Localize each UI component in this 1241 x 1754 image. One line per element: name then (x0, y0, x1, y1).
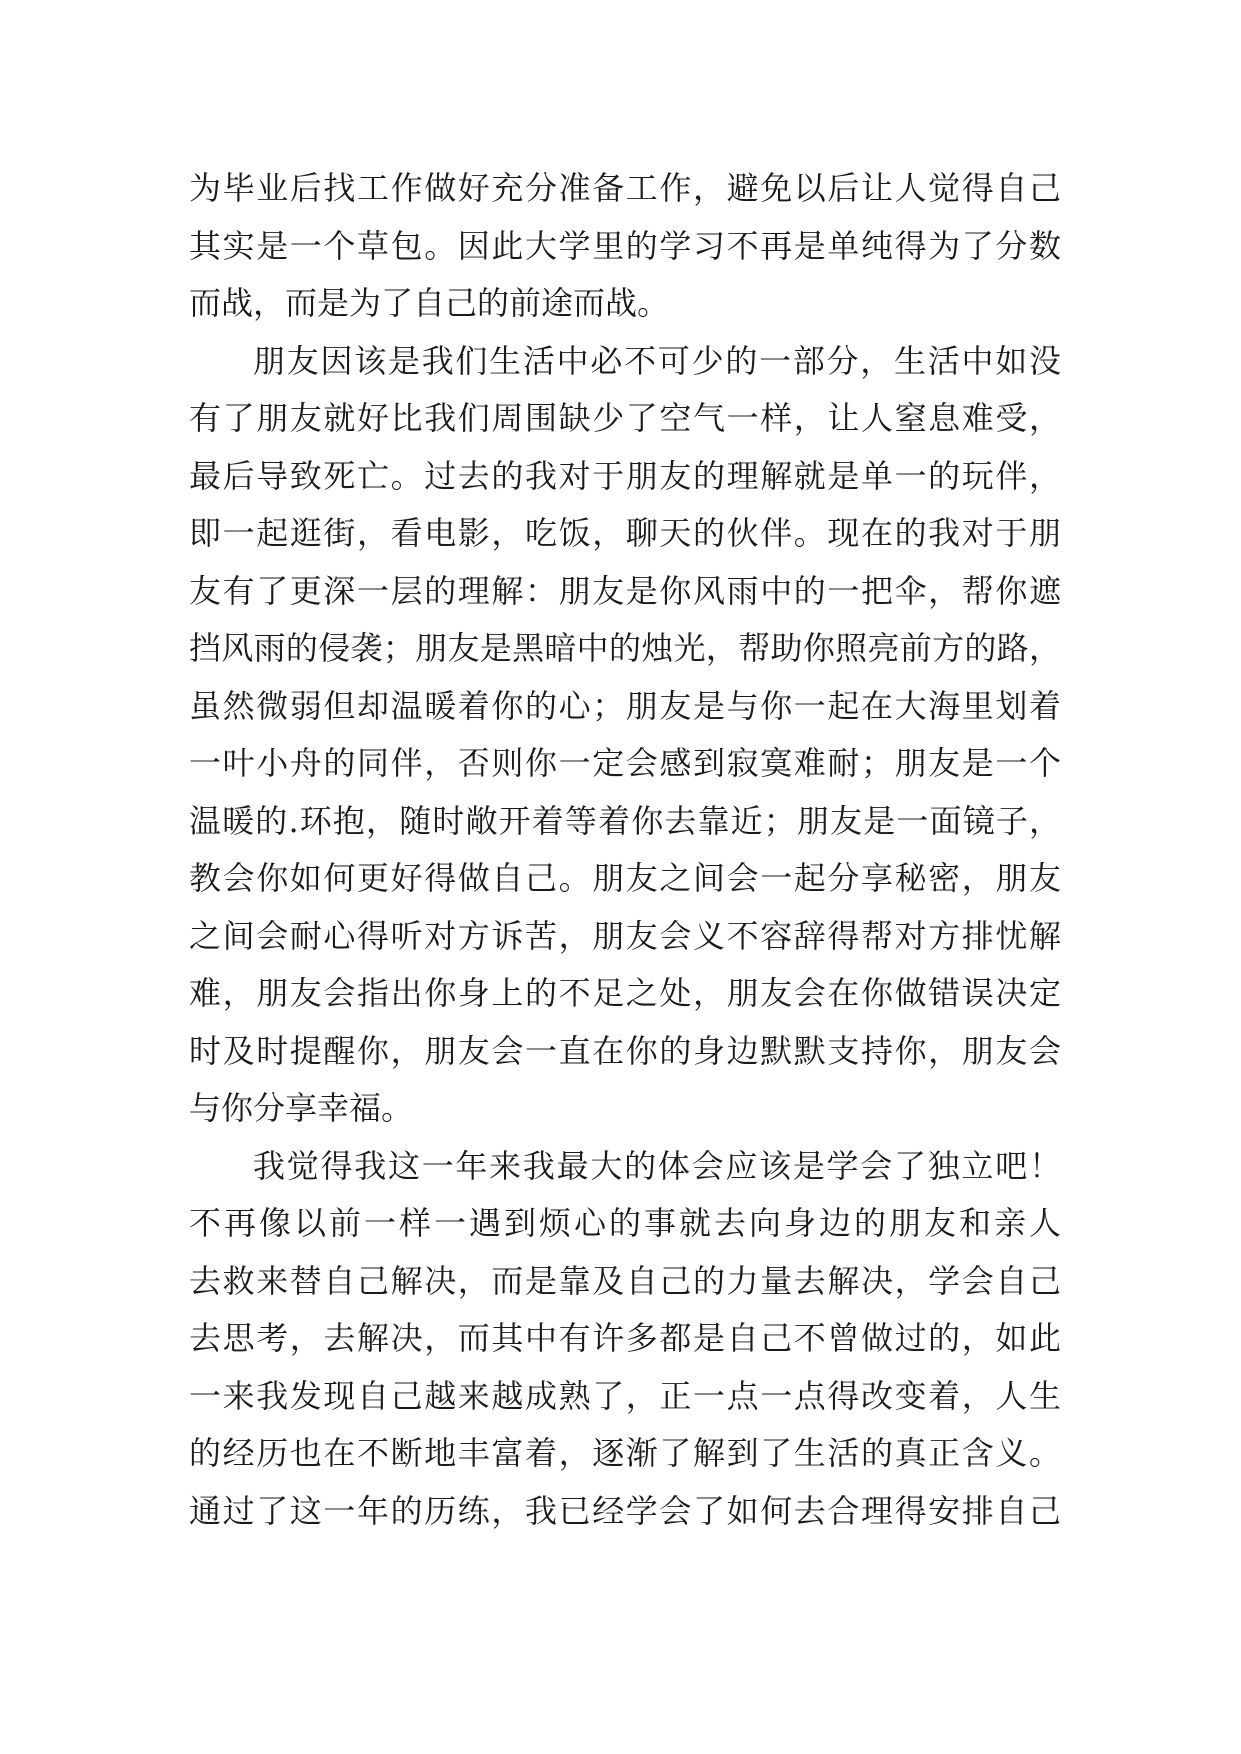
paragraph-2-line-7: 虽然微弱但却温暖着你的心；朋友是与你一起在大海里划着 (189, 686, 1061, 725)
paragraph-3-line-3: 去救来替自己解决，而是靠及自己的力量去解决，学会自己 (189, 1261, 1061, 1300)
paragraph-2-line-13: 时及时提醒你，朋友会一直在你的身边默默支持你，朋友会 (189, 1031, 1061, 1070)
paragraph-1-line-3: 而战，而是为了自己的前途而战。 (189, 284, 670, 322)
paragraph-2-line-5: 友有了更深一层的理解：朋友是你风雨中的一把伞，帮你遮 (189, 571, 1061, 610)
paragraph-2-line-3: 最后导致死亡。过去的我对于朋友的理解就是单一的玩伴， (189, 456, 1061, 495)
paragraph-2-line-8: 一叶小舟的同伴，否则你一定会感到寂寞难耐；朋友是一个 (189, 744, 1061, 782)
paragraph-2-line-4: 即一起逛街，看电影，吃饭，聊天的伙伴。现在的我对于朋 (189, 514, 1061, 552)
paragraph-3-line-2: 不再像以前一样一遇到烦心的事就去向身边的朋友和亲人 (189, 1204, 1061, 1242)
paragraph-2-line-2: 有了朋友就好比我们周围缺少了空气一样，让人窒息难受， (189, 399, 1061, 437)
paragraph-3-line-5: 一来我发现自己越来越成熟了，正一点一点得改变着，人生 (189, 1376, 1061, 1415)
paragraph-3-line-7: 通过了这一年的历练，我已经学会了如何去合理得安排自己 (189, 1491, 1061, 1530)
paragraph-2-line-6: 挡风雨的侵袭；朋友是黑暗中的烛光，帮助你照亮前方的路， (189, 629, 1061, 667)
paragraph-2-line-9: 温暖的.环抱，随时敞开着等着你去靠近；朋友是一面镜子， (189, 801, 1061, 840)
paragraph-2-line-11: 之间会耐心得听对方诉苦，朋友会义不容辞得帮对方排忧解 (189, 916, 1061, 955)
paragraph-3-line-6: 的经历也在不断地丰富着，逐渐了解到了生活的真正含义。 (189, 1434, 1061, 1472)
body-text (189, 160, 1061, 1540)
paragraph-1-line-2: 其实是一个草包。因此大学里的学习不再是单纯得为了分数 (189, 226, 1061, 265)
paragraph-3-line-4: 去思考，去解决，而其中有许多都是自己不曾做过的，如此 (189, 1319, 1061, 1357)
paragraph-1-line-1: 为毕业后找工作做好充分准备工作，避免以后让人觉得自己 (189, 169, 1061, 207)
paragraph-2-line-10: 教会你如何更好得做自己。朋友之间会一起分享秘密，朋友 (189, 859, 1061, 897)
paragraph-2-line-12: 难，朋友会指出你身上的不足之处，朋友会在你做错误决定 (189, 974, 1061, 1012)
paragraph-2-line-14: 与你分享幸福。 (189, 1089, 414, 1127)
paragraph-3-line-1: 我觉得我这一年来我最大的体会应该是学会了独立吧！ (253, 1146, 1061, 1185)
paragraph-2-line-1: 朋友因该是我们生活中必不可少的一部分，生活中如没 (253, 341, 1061, 380)
